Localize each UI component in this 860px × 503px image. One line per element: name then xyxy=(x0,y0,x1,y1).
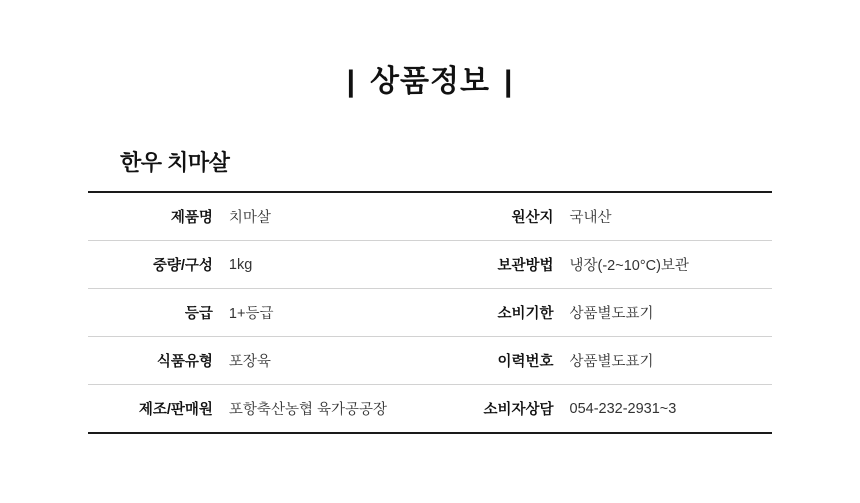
table-row xyxy=(88,289,772,337)
spec-value: 국내산 xyxy=(569,210,612,226)
spec-value: 1kg xyxy=(228,256,253,273)
page-title xyxy=(333,56,528,100)
spec-label: 식품유형 xyxy=(156,354,213,370)
table-row xyxy=(88,337,772,385)
table-row xyxy=(88,241,772,289)
product-spec-table xyxy=(88,191,772,434)
spec-value: 포장육 xyxy=(228,354,271,370)
page-title-text: 상품정보 xyxy=(370,65,490,98)
spec-value: 치마살 xyxy=(228,210,271,226)
title-right-bar-icon: | xyxy=(503,65,514,98)
spec-value: 상품별도표기 xyxy=(569,354,654,370)
spec-label: 제조/판매원 xyxy=(138,402,213,418)
spec-label: 제품명 xyxy=(170,210,213,226)
page-title-section xyxy=(0,0,860,100)
spec-value: 포항축산농협 육가공공장 xyxy=(228,402,388,418)
product-name: 한우 치마살 xyxy=(120,150,230,175)
spec-label: 소비기한 xyxy=(497,306,554,322)
table-row xyxy=(88,385,772,434)
table-row xyxy=(88,192,772,241)
spec-value: 1+등급 xyxy=(228,306,274,322)
title-left-bar-icon: | xyxy=(346,65,357,98)
spec-label: 소비자상담 xyxy=(483,402,554,418)
spec-label: 등급 xyxy=(184,306,213,322)
spec-label: 보관방법 xyxy=(497,258,554,274)
spec-value: 054-232-2931~3 xyxy=(569,400,677,417)
spec-value: 냉장(-2~10°C)보관 xyxy=(569,258,689,274)
spec-value: 상품별도표기 xyxy=(569,306,654,322)
spec-label: 중량/구성 xyxy=(152,258,213,274)
spec-label: 이력번호 xyxy=(497,354,554,370)
spec-label: 원산지 xyxy=(511,210,554,226)
